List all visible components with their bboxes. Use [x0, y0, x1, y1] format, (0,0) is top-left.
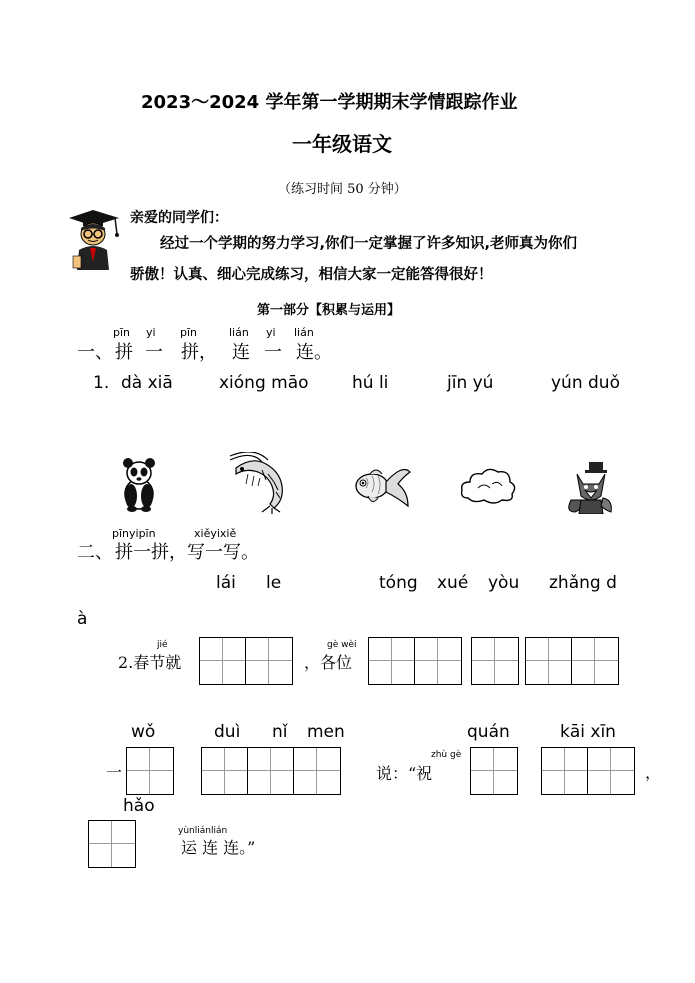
q1-pinyin-6: lián: [294, 326, 314, 339]
pinyin-quan: quán: [467, 722, 510, 742]
page-title: 2023～2024 学年第一学期期末学情跟踪作业: [141, 92, 518, 113]
q2-title: 拼一拼，写一写。: [115, 542, 259, 563]
shrimp-image: [222, 452, 292, 514]
yunlianlian-text: 运 连 连。”: [181, 838, 256, 857]
fox-image: [561, 460, 615, 514]
shuo-text: 说：“祝: [376, 764, 433, 783]
comma: ，: [645, 763, 662, 782]
writing-grid-laile[interactable]: [199, 637, 293, 685]
q1-char-5: 一: [264, 342, 282, 363]
pinyin-ni: nǐ: [272, 722, 288, 742]
cloud-image: [458, 466, 518, 506]
q2-number: 二、: [77, 542, 113, 563]
pinyin-dui: duì: [214, 722, 241, 742]
intro-line-1: 经过一个学期的努力学习,你们一定掌握了许多知识,老师真为你们: [160, 236, 578, 252]
q1-pinyin-5: yi: [266, 326, 276, 339]
part-heading: 第一部分【积累与运用】: [257, 303, 401, 318]
dash-yi: 一: [106, 763, 123, 782]
pinyin-wo: wǒ: [131, 722, 156, 742]
pinyin-da-wrap: à: [77, 609, 88, 629]
time-note: （练习时间 50 分钟）: [278, 182, 407, 197]
pinyin-you: yòu: [488, 573, 520, 593]
q1-pinyin-3: pīn: [180, 326, 198, 339]
intro-line-2: 骄傲！认真、细心完成练习，相信大家一定能答得很好！: [130, 267, 493, 283]
q2-pinyin-b: xiěyixiě: [194, 527, 237, 540]
teacher-cartoon-image: [63, 208, 123, 272]
word-xiongmao: xióng māo: [219, 373, 309, 393]
writing-grid-kaixin[interactable]: [541, 747, 635, 795]
q1-pinyin-1: pīn: [113, 326, 131, 339]
word-huli: hú li: [352, 373, 389, 393]
q1-char-4: 连: [232, 342, 250, 363]
q1-char-3: 拼，: [181, 342, 217, 363]
pinyin-tong: tóng: [379, 573, 418, 593]
pinyin-zhu: zhù gè: [431, 750, 462, 760]
pinyin-xue: xué: [437, 573, 469, 593]
writing-grid-tongxue[interactable]: [368, 637, 462, 685]
pinyin-kaixin: kāi xīn: [560, 722, 616, 742]
word-yunduo: yún duǒ: [551, 373, 620, 393]
pinyin-yunlianlian: yùnliánlián: [178, 826, 228, 836]
line2-prefix: 2.春节就: [118, 653, 182, 672]
q1-pinyin-2: yi: [146, 326, 156, 339]
panda-image: [117, 458, 161, 512]
writing-grid-zhangda[interactable]: [525, 637, 619, 685]
q1-pinyin-4: lián: [229, 326, 249, 339]
pinyin-gewei: gè wèi: [327, 640, 357, 650]
pinyin-le: le: [266, 573, 282, 593]
writing-grid-you[interactable]: [471, 637, 519, 685]
q1-item-number: 1.: [93, 373, 110, 393]
q1-number: 一、: [77, 342, 113, 363]
q1-char-6: 连。: [296, 342, 332, 363]
writing-grid-hao[interactable]: [88, 820, 136, 868]
writing-grid-duinimen[interactable]: [201, 747, 341, 795]
pinyin-men: men: [307, 722, 345, 742]
line2-mid: ，各位: [304, 653, 353, 672]
word-jinyu: jīn yú: [447, 373, 494, 393]
writing-grid-quan[interactable]: [470, 747, 518, 795]
word-daxia: dà xiā: [121, 373, 173, 393]
writing-grid-wo[interactable]: [126, 747, 174, 795]
pinyin-lai: lái: [216, 573, 236, 593]
pinyin-hao: hǎo: [123, 796, 155, 816]
q2-pinyin-a: pīnyipīn: [112, 527, 156, 540]
pinyin-jie: jié: [157, 640, 168, 650]
page-subtitle: 一年级语文: [292, 132, 392, 156]
q1-char-1: 拼: [115, 342, 133, 363]
goldfish-image: [352, 462, 412, 510]
pinyin-zhangda: zhǎng d: [549, 573, 617, 593]
q1-char-2: 一: [145, 342, 163, 363]
greeting: 亲爱的同学们：: [130, 210, 228, 226]
